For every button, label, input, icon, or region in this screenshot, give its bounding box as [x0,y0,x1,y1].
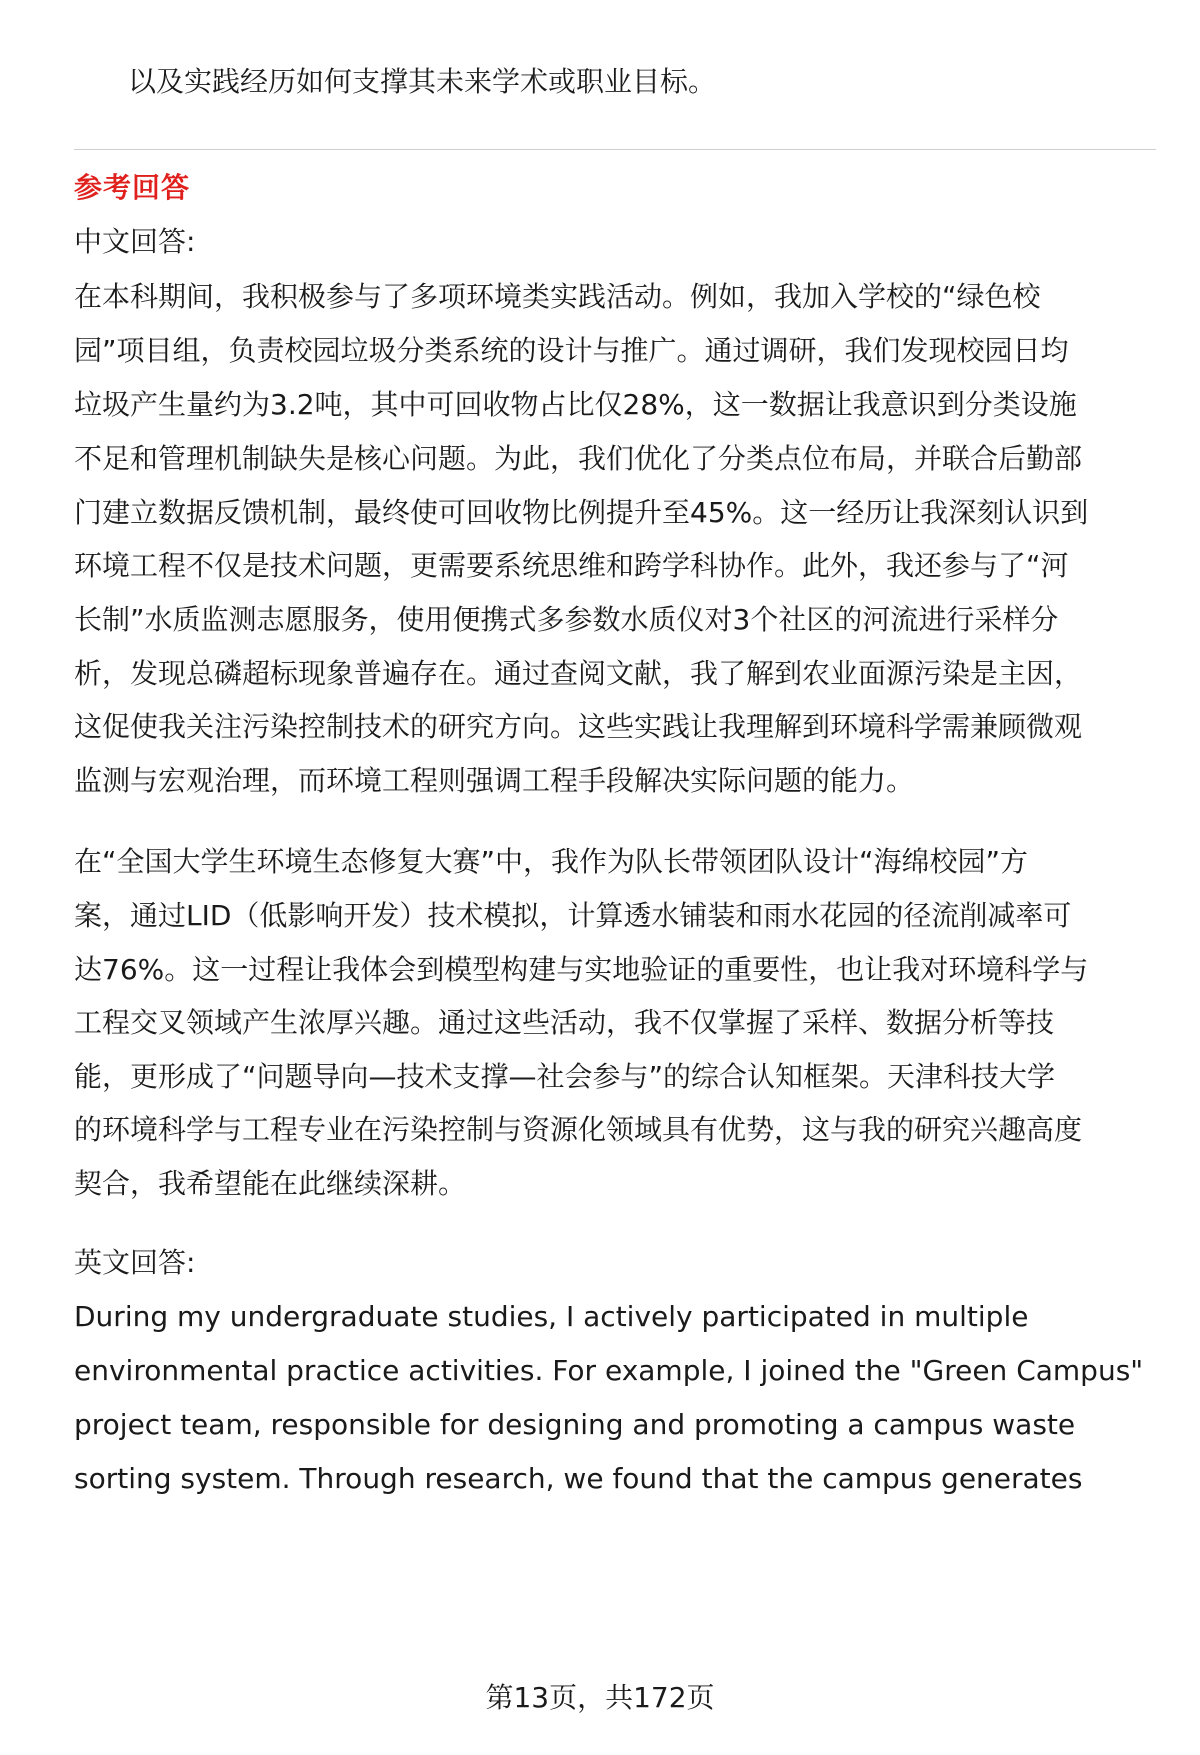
text-line: 门建立数据反馈机制，最终使可回收物比例提升至45%。这一经历让我深刻认识到 [74,496,1089,529]
section-divider [74,149,1156,150]
text-line: 这促使我关注污染控制技术的研究方向。这些实践让我理解到环境科学需兼顾微观 [74,710,1083,743]
text-line: sorting system. Through research, we found that the campus generates [74,1462,1083,1495]
text-line: 案，通过LID（低影响开发）技术模拟，计算透水铺装和雨水花园的径流削减率可 [74,899,1072,932]
text-line: 工程交叉领域产生浓厚兴趣。通过这些活动，我不仅掌握了采样、数据分析等技 [74,1006,1055,1039]
text-line: project team, responsible for designing and promoting a campus waste [74,1408,1076,1441]
text-line: 园”项目组，负责校园垃圾分类系统的设计与推广。通过调研，我们发现校园日均 [74,334,1069,367]
text-line: 的环境科学与工程专业在污染控制与资源化领域具有优势，这与我的研究兴趣高度 [74,1113,1083,1146]
previous-question-tail: 以及实践经历如何支撑其未来学术或职业目标。 [128,65,717,98]
text-line: 环境工程不仅是技术问题，更需要系统思维和跨学科协作。此外，我还参与了“河 [74,549,1069,582]
text-line: 垃圾产生量约为3.2吨，其中可回收物占比仅28%，这一数据让我意识到分类设施 [74,388,1077,421]
text-line: 在本科期间，我积极参与了多项环境类实践活动。例如，我加入学校的“绿色校 [74,280,1041,313]
text-line: 长制”水质监测志愿服务，使用便携式多参数水质仪对3个社区的河流进行采样分 [74,603,1059,636]
text-line: During my undergraduate studies, I actively participated in multiple [74,1300,1029,1333]
text-line: 能，更形成了“问题导向—技术支撑—社会参与”的综合认知框架。天津科技大学 [74,1060,1056,1093]
text-line: 析，发现总磷超标现象普遍存在。通过查阅文献，我了解到农业面源污染是主因， [74,657,1083,690]
reference-answer-heading: 参考回答 [74,171,191,204]
text-line: 达76%。这一过程让我体会到模型构建与实地验证的重要性，也让我对环境科学与 [74,953,1089,986]
chinese-answer-label: 中文回答: [74,225,196,258]
text-line: 不足和管理机制缺失是核心问题。为此，我们优化了分类点位布局，并联合后勤部 [74,442,1083,475]
page-number-footer: 第13页，共172页 [485,1681,715,1714]
english-answer-label: 英文回答: [74,1246,196,1279]
text-line: 监测与宏观治理，而环境工程则强调工程手段解决实际问题的能力。 [74,764,915,797]
text-line: environmental practice activities. For example, I joined the "Green Campus" [74,1354,1144,1387]
text-line: 在“全国大学生环境生态修复大赛”中，我作为队长带领团队设计“海绵校园”方 [74,845,1029,878]
text-line: 契合，我希望能在此继续深耕。 [74,1167,467,1200]
